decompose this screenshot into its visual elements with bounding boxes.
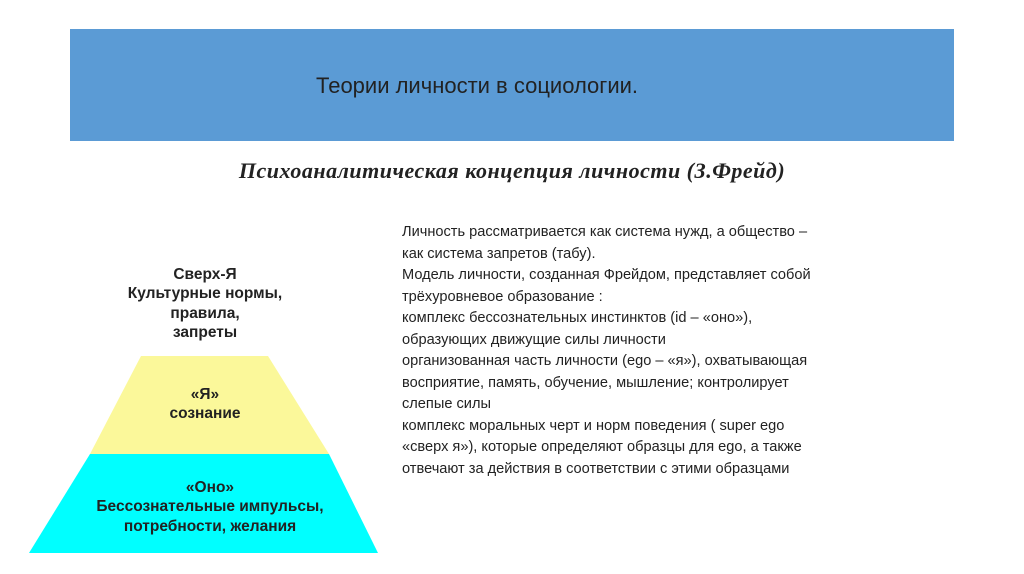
description-line: Модель личности, созданная Фрейдом, представляет собой bbox=[402, 267, 811, 283]
description-text bbox=[402, 222, 922, 480]
description-line: комплекс моральных черт и норм поведения ( super ego bbox=[402, 417, 785, 434]
id-line: потребности, желания bbox=[123, 517, 297, 535]
superego-line: правила, bbox=[170, 304, 240, 322]
subtitle: Психоаналитическая концепция личности (З.Фрейд) bbox=[238, 158, 786, 183]
description-line: восприятие, память, обучение, мышление; контролирует bbox=[402, 374, 789, 391]
ego-label bbox=[105, 385, 305, 424]
ego-line: «Я» bbox=[190, 386, 220, 403]
description-line: организованная часть личности (ego – «я»), охватывающая bbox=[402, 353, 808, 369]
ego-line: сознание bbox=[169, 405, 241, 423]
description-line: комплекс бессознательных инстинктов (id – «оно»), bbox=[402, 310, 753, 326]
id-line: Бессознательные импульсы, bbox=[96, 498, 324, 516]
superego-label bbox=[105, 265, 305, 343]
description-line: трёхуровневое образование : bbox=[402, 288, 603, 305]
superego-line: запреты bbox=[172, 324, 238, 342]
description-line: «сверх я»), которые определяют образцы для ego, а также bbox=[402, 439, 802, 455]
description-line: Личность рассматривается как система нужд, а общество – bbox=[402, 224, 808, 240]
id-label bbox=[40, 478, 380, 536]
page-title: Теории личности в социологии. bbox=[316, 73, 639, 98]
id-line: «Оно» bbox=[185, 479, 235, 496]
superego-line: Культурные нормы, bbox=[127, 285, 283, 303]
description-line: образующих движущие силы личности bbox=[402, 331, 666, 348]
description-line: отвечают за действия в соответствии с этими образцами bbox=[402, 460, 790, 477]
superego-line: Сверх-Я bbox=[173, 266, 237, 283]
description-line: как система запретов (табу). bbox=[402, 245, 596, 262]
description-line: слепые силы bbox=[402, 396, 491, 412]
